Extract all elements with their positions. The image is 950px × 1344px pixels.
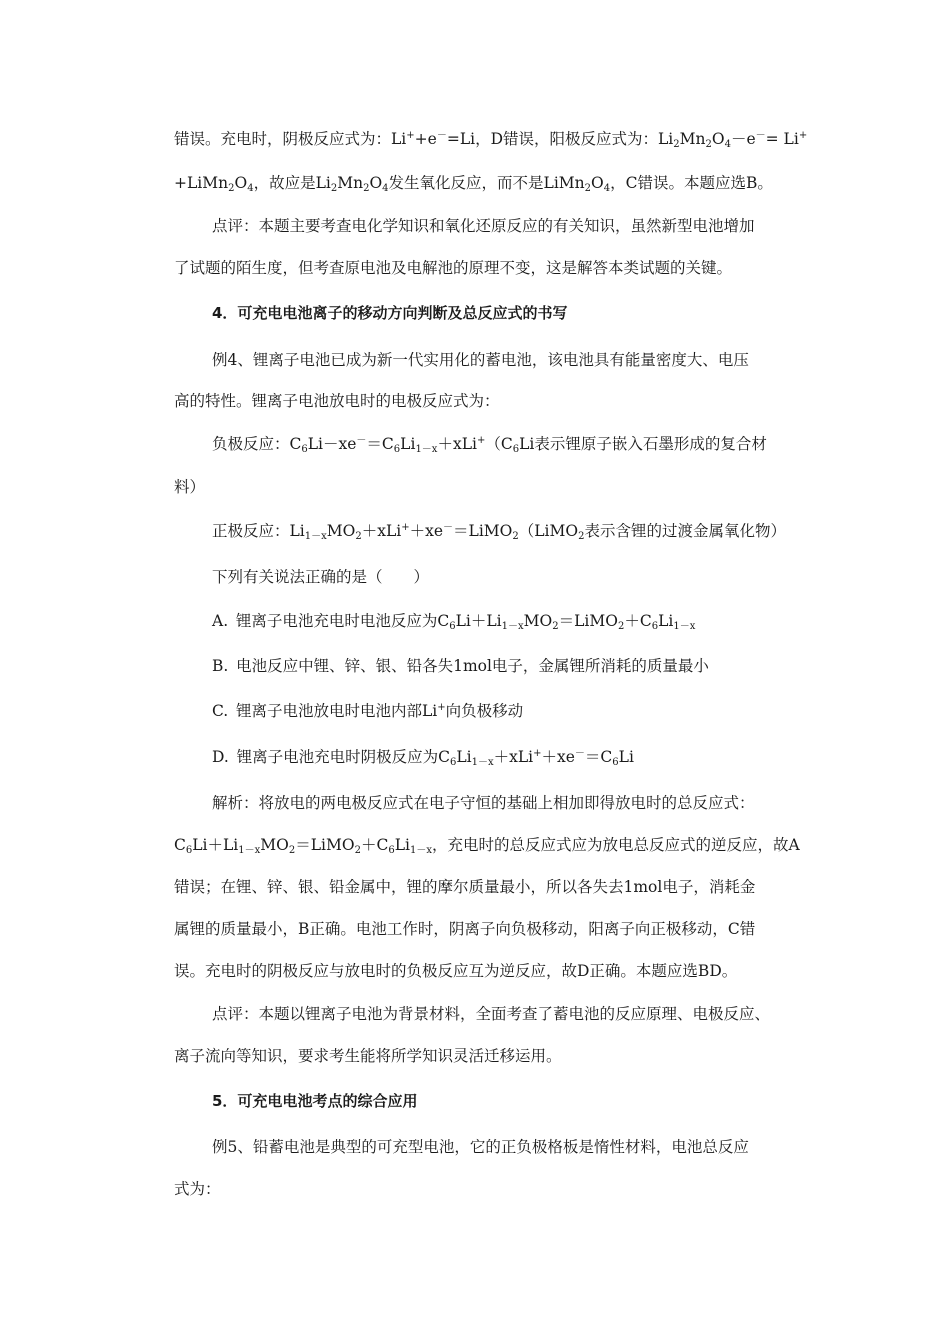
text-line: 高的特性。锂离子电池放电时的电极反应式为： <box>174 392 500 410</box>
text-line: 了试题的陌生度，但考查原电池及电解池的原理不变，这是解答本类试题的关键。 <box>174 259 733 277</box>
text-line: 错误。充电时，阴极反应式为：Li++e－=Li，D错误，阳极反应式为：$Li_2Mn_2O_4-e^-= Li^+$ <box>174 130 808 150</box>
text-line: 点评：本题主要考查电化学知识和氧化还原反应的有关知识，虽然新型电池增加 <box>212 217 755 235</box>
text-line: 点评：本题以锂离子电池为背景材料，全面考查了蓄电池的反应原理、电极反应、 <box>212 1005 771 1023</box>
text-line: 式为： <box>174 1180 221 1198</box>
text-line: 负极反应：$C_6Li-xe^-=C_6Li_{1-x}+xLi^+(C_6Li$表示锂原子嵌入石墨形成的复合材 <box>212 435 767 455</box>
option-d: D. 锂离子电池充电时阴极反应为$C_6Li_{1-x}+xLi^++xe^-=C_6Li$ <box>212 748 634 768</box>
question-stem: 下列有关说法正确的是（ ） <box>212 568 430 586</box>
text-line: $C_6Li+Li_{1-x}MO_2=LiMO_2+C_6Li_{1-x}$，充电时的总反应式应为放电总反应式的逆反应，故A <box>174 836 800 856</box>
option-a: A. 锂离子电池充电时电池反应为$C_6Li+Li_{1-x}MO_2=LiMO_2+C_6Li_{1-x}$ <box>212 612 696 632</box>
text-line: 料） <box>174 478 206 496</box>
text-line: 正极反应：$Li_{1-x}MO_2+xLi^++xe^-=LiMO_2(LiMO_2$表示含锂的过渡金属氧化物） <box>212 522 786 542</box>
option-b: B. 电池反应中锂、锌、银、铅各失1mol电子，金属锂所消耗的质量最小 <box>212 657 709 675</box>
text-line: 例4、锂离子电池已成为新一代实用化的蓄电池，该电池具有能量密度大、电压 <box>212 351 749 369</box>
text-line: 解析：将放电的两电极反应式在电子守恒的基础上相加即得放电时的总反应式： <box>212 794 755 812</box>
text-line: 属锂的质量最小，B正确。电池工作时，阴离子向负极移动，阳离子向正极移动，C错 <box>174 920 756 938</box>
section-heading: 4．可充电电池离子的移动方向判断及总反应式的书写 <box>212 304 568 322</box>
text-line: 例5、铅蓄电池是典型的可充型电池，它的正负极格板是惰性材料，电池总反应 <box>212 1138 749 1156</box>
section-heading: 5．可充电电池考点的综合应用 <box>212 1092 418 1110</box>
option-c: C. 锂离子电池放电时电池内部Li+向负极移动 <box>212 702 524 720</box>
text-line: 误。充电时的阴极反应与放电时的负极反应互为逆反应，故D正确。本题应选BD。 <box>174 962 738 980</box>
text-line: 错误；在锂、锌、银、铅金属中，锂的摩尔质量最小，所以各失去1mol电子，消耗金 <box>174 878 756 896</box>
text-line: $+LiMn_2O_4$，故应是$Li_2Mn_2O_4$发生氧化反应，而不是$LiMn_2O_4$，C错误。本题应选B。 <box>174 174 773 194</box>
text-line: 离子流向等知识，要求考生能将所学知识灵活迁移运用。 <box>174 1047 562 1065</box>
